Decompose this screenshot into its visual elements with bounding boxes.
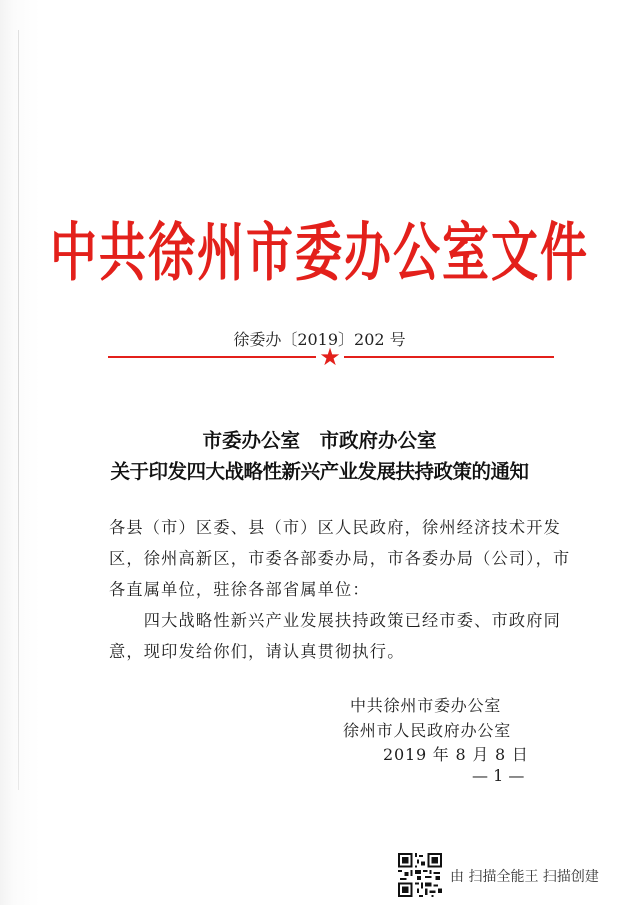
signature-org-2: 徐州市人民政府办公室 xyxy=(343,721,512,740)
red-divider-left xyxy=(108,356,316,358)
red-divider-right xyxy=(344,356,554,358)
body-text-line: 区，徐州高新区，市委各部委办局，市各委办局（公司），市 xyxy=(109,549,571,568)
scanner-watermark xyxy=(398,853,634,899)
notice-title-line-1: 市委办公室 市政府办公室 xyxy=(202,429,437,452)
body-text-line: 各县（市）区委、县（市）区人民政府，徐州经济技术开发 xyxy=(109,518,562,537)
signature-org-1: 中共徐州市委办公室 xyxy=(350,696,502,715)
document-header-title: 中共徐州市委办公室文件 xyxy=(50,216,589,291)
notice-title-line-2: 关于印发四大战略性新兴产业发展扶持政策的通知 xyxy=(110,460,529,483)
watermark-text: 由 扫描全能王 扫描创建 xyxy=(450,869,599,885)
star-icon: ★ xyxy=(319,343,341,371)
signature-date: 2019 年 8 月 8 日 xyxy=(383,745,529,764)
page-fold-line xyxy=(18,30,19,790)
qr-code-icon xyxy=(398,853,442,897)
page-number: — 1 — xyxy=(472,766,525,785)
body-text-line: 四大战略性新兴产业发展扶持政策已经市委、市政府同 xyxy=(109,611,562,630)
body-text-line: 各直属单位，驻徐各部省属单位： xyxy=(109,580,370,599)
body-text-line: 意，现印发给你们，请认真贯彻执行。 xyxy=(109,642,405,661)
document-number: 徐委办〔2019〕202 号 xyxy=(233,330,406,349)
